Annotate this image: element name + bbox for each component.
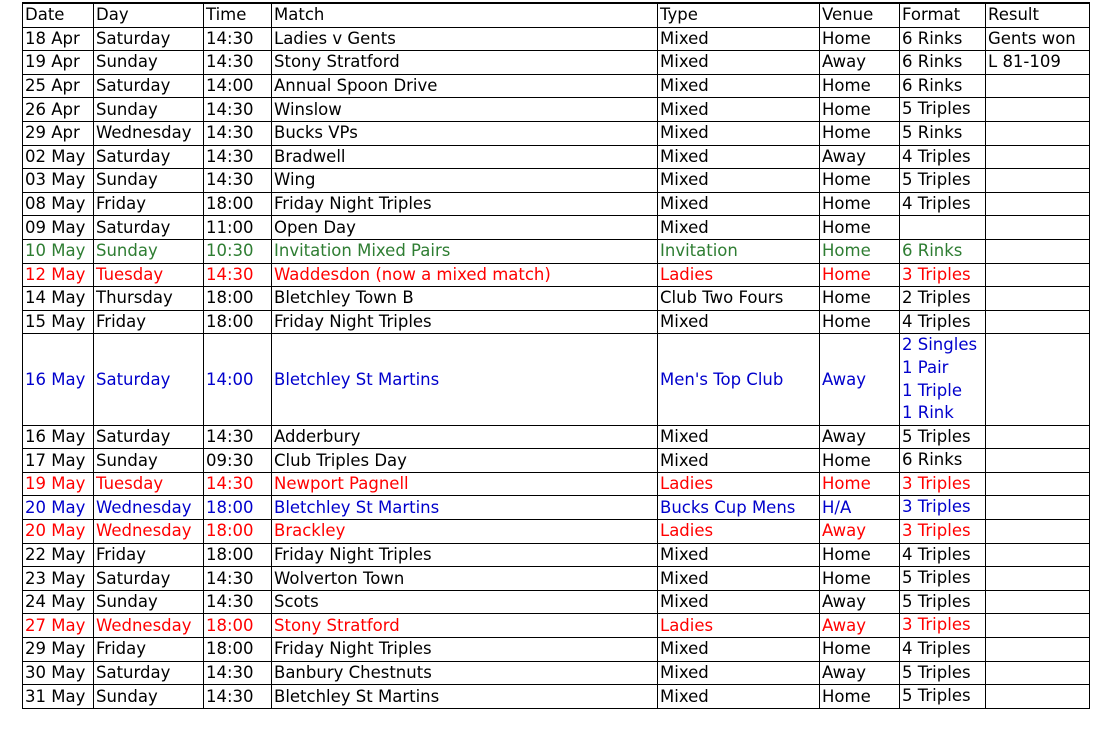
cell-type: Mixed bbox=[658, 169, 820, 193]
table-row bbox=[23, 567, 1090, 591]
cell-result bbox=[986, 310, 1090, 334]
cell-type: Mixed bbox=[658, 449, 820, 473]
cell-format bbox=[900, 638, 986, 662]
cell-day: Sunday bbox=[94, 51, 204, 75]
cell-format bbox=[900, 74, 986, 98]
cell-day: Saturday bbox=[94, 334, 204, 425]
cell-result: L 81-109 bbox=[986, 51, 1090, 75]
cell-type: Mixed bbox=[658, 74, 820, 98]
cell-result: Gents won bbox=[986, 27, 1090, 51]
cell-match: Banbury Chestnuts bbox=[272, 661, 658, 685]
cell-format bbox=[900, 216, 986, 240]
cell-type: Club Two Fours bbox=[658, 287, 820, 311]
cell-result bbox=[986, 449, 1090, 473]
cell-venue: Away bbox=[820, 334, 900, 425]
table-row bbox=[23, 472, 1090, 496]
cell-day: Friday bbox=[94, 638, 204, 662]
cell-date: 22 May bbox=[23, 543, 94, 567]
cell-type: Mixed bbox=[658, 121, 820, 145]
cell-venue: Home bbox=[820, 449, 900, 473]
cell-time: 18:00 bbox=[204, 192, 272, 216]
cell-day: Tuesday bbox=[94, 472, 204, 496]
format-line: 6 Rinks bbox=[902, 240, 963, 260]
cell-match: Friday Night Triples bbox=[272, 310, 658, 334]
format-line: 2 Triples bbox=[902, 288, 971, 308]
cell-time: 14:30 bbox=[204, 145, 272, 169]
cell-venue: Away bbox=[820, 590, 900, 614]
cell-type: Mixed bbox=[658, 145, 820, 169]
cell-type: Mixed bbox=[658, 51, 820, 75]
cell-result bbox=[986, 145, 1090, 169]
cell-venue: Home bbox=[820, 310, 900, 334]
cell-date: 20 May bbox=[23, 496, 94, 520]
column-header-time: Time bbox=[204, 3, 272, 27]
format-line: 6 Rinks bbox=[902, 450, 963, 470]
format-line bbox=[902, 216, 985, 239]
format-line: 5 Triples bbox=[902, 686, 971, 706]
cell-venue: Home bbox=[820, 192, 900, 216]
cell-format bbox=[900, 192, 986, 216]
cell-format bbox=[900, 263, 986, 287]
cell-match: Newport Pagnell bbox=[272, 472, 658, 496]
cell-result bbox=[986, 661, 1090, 685]
column-header-result: Result bbox=[986, 3, 1090, 27]
table-row bbox=[23, 543, 1090, 567]
cell-venue: Away bbox=[820, 661, 900, 685]
cell-format bbox=[900, 449, 986, 473]
table-row bbox=[23, 263, 1090, 287]
cell-type: Ladies bbox=[658, 614, 820, 638]
cell-day: Friday bbox=[94, 543, 204, 567]
cell-time: 14:30 bbox=[204, 27, 272, 51]
cell-match: Brackley bbox=[272, 520, 658, 544]
table-row bbox=[23, 520, 1090, 544]
table-row bbox=[23, 334, 1090, 425]
cell-result bbox=[986, 543, 1090, 567]
table-row bbox=[23, 51, 1090, 75]
cell-result bbox=[986, 121, 1090, 145]
cell-day: Wednesday bbox=[94, 520, 204, 544]
table-row bbox=[23, 27, 1090, 51]
cell-time: 14:30 bbox=[204, 661, 272, 685]
cell-match: Annual Spoon Drive bbox=[272, 74, 658, 98]
table-row bbox=[23, 614, 1090, 638]
cell-date: 03 May bbox=[23, 169, 94, 193]
cell-time: 14:30 bbox=[204, 685, 272, 709]
cell-time: 09:30 bbox=[204, 449, 272, 473]
cell-match: Open Day bbox=[272, 216, 658, 240]
cell-format bbox=[900, 496, 986, 520]
format-line: 5 Rinks bbox=[902, 122, 963, 142]
cell-format bbox=[900, 685, 986, 709]
cell-date: 18 Apr bbox=[23, 27, 94, 51]
format-line: 4 Triples bbox=[902, 146, 971, 166]
cell-format bbox=[900, 145, 986, 169]
cell-day: Wednesday bbox=[94, 496, 204, 520]
cell-result bbox=[986, 496, 1090, 520]
cell-date: 27 May bbox=[23, 614, 94, 638]
cell-type: Mixed bbox=[658, 216, 820, 240]
cell-format bbox=[900, 567, 986, 591]
column-header-day: Day bbox=[94, 3, 204, 27]
format-line: 4 Triples bbox=[902, 193, 971, 213]
cell-date: 20 May bbox=[23, 520, 94, 544]
cell-type: Men's Top Club bbox=[658, 334, 820, 425]
cell-time: 14:30 bbox=[204, 98, 272, 122]
cell-type: Mixed bbox=[658, 425, 820, 449]
cell-match: Wolverton Town bbox=[272, 567, 658, 591]
cell-match: Wing bbox=[272, 169, 658, 193]
format-line: 4 Triples bbox=[902, 544, 971, 564]
format-line: 5 Triples bbox=[902, 99, 971, 119]
cell-date: 19 Apr bbox=[23, 51, 94, 75]
cell-venue: Home bbox=[820, 287, 900, 311]
cell-day: Saturday bbox=[94, 661, 204, 685]
format-line: 5 Triples bbox=[902, 591, 971, 611]
cell-date: 31 May bbox=[23, 685, 94, 709]
cell-date: 10 May bbox=[23, 239, 94, 263]
cell-match: Friday Night Triples bbox=[272, 192, 658, 216]
cell-date: 19 May bbox=[23, 472, 94, 496]
cell-match: Scots bbox=[272, 590, 658, 614]
cell-time: 14:00 bbox=[204, 334, 272, 425]
cell-type: Mixed bbox=[658, 685, 820, 709]
table-row bbox=[23, 74, 1090, 98]
table-row bbox=[23, 216, 1090, 240]
cell-format bbox=[900, 520, 986, 544]
cell-type: Mixed bbox=[658, 543, 820, 567]
cell-format bbox=[900, 472, 986, 496]
cell-date: 15 May bbox=[23, 310, 94, 334]
cell-day: Friday bbox=[94, 310, 204, 334]
cell-result bbox=[986, 614, 1090, 638]
cell-day: Thursday bbox=[94, 287, 204, 311]
cell-day: Sunday bbox=[94, 98, 204, 122]
table-row bbox=[23, 287, 1090, 311]
cell-time: 14:30 bbox=[204, 51, 272, 75]
cell-result bbox=[986, 98, 1090, 122]
cell-match: Bletchley St Martins bbox=[272, 334, 658, 425]
table-row bbox=[23, 425, 1090, 449]
table-row bbox=[23, 590, 1090, 614]
cell-format bbox=[900, 287, 986, 311]
cell-venue: Home bbox=[820, 263, 900, 287]
cell-venue: Home bbox=[820, 74, 900, 98]
table-row bbox=[23, 169, 1090, 193]
format-line: 5 Triples bbox=[902, 170, 971, 190]
cell-time: 18:00 bbox=[204, 496, 272, 520]
cell-time: 14:30 bbox=[204, 121, 272, 145]
cell-result bbox=[986, 263, 1090, 287]
cell-match: Friday Night Triples bbox=[272, 543, 658, 567]
table-row bbox=[23, 192, 1090, 216]
cell-type: Mixed bbox=[658, 661, 820, 685]
cell-type: Mixed bbox=[658, 590, 820, 614]
cell-day: Friday bbox=[94, 192, 204, 216]
cell-venue: Home bbox=[820, 98, 900, 122]
cell-format bbox=[900, 98, 986, 122]
cell-date: 23 May bbox=[23, 567, 94, 591]
format-line: 3 Triples bbox=[902, 615, 971, 635]
cell-time: 14:00 bbox=[204, 74, 272, 98]
cell-type: Invitation bbox=[658, 239, 820, 263]
cell-result bbox=[986, 192, 1090, 216]
format-line: 4 Triples bbox=[902, 639, 971, 659]
cell-time: 18:00 bbox=[204, 310, 272, 334]
column-header-type: Type bbox=[658, 3, 820, 27]
cell-format bbox=[900, 661, 986, 685]
cell-result bbox=[986, 216, 1090, 240]
cell-day: Sunday bbox=[94, 685, 204, 709]
cell-day: Saturday bbox=[94, 145, 204, 169]
format-line: 1 Rink bbox=[902, 403, 954, 423]
cell-venue: Away bbox=[820, 145, 900, 169]
cell-match: Bucks VPs bbox=[272, 121, 658, 145]
cell-result bbox=[986, 74, 1090, 98]
cell-venue: Away bbox=[820, 614, 900, 638]
format-line: 5 Triples bbox=[902, 662, 971, 682]
cell-time: 14:30 bbox=[204, 567, 272, 591]
format-line: 3 Triples bbox=[902, 264, 971, 284]
cell-date: 25 Apr bbox=[23, 74, 94, 98]
format-line: 3 Triples bbox=[902, 497, 971, 517]
cell-match: Invitation Mixed Pairs bbox=[272, 239, 658, 263]
cell-result bbox=[986, 425, 1090, 449]
format-line: 1 Pair bbox=[902, 357, 949, 377]
cell-type: Ladies bbox=[658, 472, 820, 496]
column-header-match: Match bbox=[272, 3, 658, 27]
table-row bbox=[23, 496, 1090, 520]
cell-format bbox=[900, 27, 986, 51]
cell-date: 12 May bbox=[23, 263, 94, 287]
format-line: 5 Triples bbox=[902, 568, 971, 588]
format-line: 3 Triples bbox=[902, 473, 971, 493]
table-row bbox=[23, 239, 1090, 263]
table-row bbox=[23, 98, 1090, 122]
cell-day: Sunday bbox=[94, 449, 204, 473]
cell-day: Wednesday bbox=[94, 121, 204, 145]
format-line: 4 Triples bbox=[902, 311, 971, 331]
cell-result bbox=[986, 239, 1090, 263]
cell-type: Mixed bbox=[658, 98, 820, 122]
cell-format bbox=[900, 51, 986, 75]
cell-time: 18:00 bbox=[204, 287, 272, 311]
cell-venue: Home bbox=[820, 472, 900, 496]
fixtures-body bbox=[23, 27, 1090, 708]
cell-venue: Away bbox=[820, 520, 900, 544]
cell-venue: Home bbox=[820, 121, 900, 145]
cell-match: Bletchley St Martins bbox=[272, 496, 658, 520]
cell-result bbox=[986, 685, 1090, 709]
cell-result bbox=[986, 472, 1090, 496]
cell-date: 17 May bbox=[23, 449, 94, 473]
cell-type: Ladies bbox=[658, 263, 820, 287]
cell-venue: Home bbox=[820, 638, 900, 662]
cell-venue: Home bbox=[820, 543, 900, 567]
cell-result bbox=[986, 287, 1090, 311]
cell-date: 02 May bbox=[23, 145, 94, 169]
format-line: 6 Rinks bbox=[902, 75, 963, 95]
format-line: 6 Rinks bbox=[902, 52, 963, 72]
cell-time: 11:00 bbox=[204, 216, 272, 240]
cell-format bbox=[900, 543, 986, 567]
table-row bbox=[23, 121, 1090, 145]
cell-time: 18:00 bbox=[204, 614, 272, 638]
cell-date: 30 May bbox=[23, 661, 94, 685]
cell-time: 18:00 bbox=[204, 543, 272, 567]
cell-format bbox=[900, 334, 986, 425]
cell-format bbox=[900, 239, 986, 263]
cell-date: 16 May bbox=[23, 334, 94, 425]
column-header-date: Date bbox=[23, 3, 94, 27]
cell-match: Club Triples Day bbox=[272, 449, 658, 473]
cell-day: Sunday bbox=[94, 169, 204, 193]
fixtures-table bbox=[22, 2, 1090, 709]
cell-venue: Home bbox=[820, 216, 900, 240]
table-row bbox=[23, 638, 1090, 662]
cell-day: Saturday bbox=[94, 567, 204, 591]
cell-result bbox=[986, 590, 1090, 614]
cell-match: Winslow bbox=[272, 98, 658, 122]
cell-date: 29 May bbox=[23, 638, 94, 662]
cell-day: Sunday bbox=[94, 239, 204, 263]
cell-type: Bucks Cup Mens bbox=[658, 496, 820, 520]
table-row bbox=[23, 449, 1090, 473]
cell-type: Mixed bbox=[658, 27, 820, 51]
format-line: 6 Rinks bbox=[902, 28, 963, 48]
cell-format bbox=[900, 169, 986, 193]
cell-time: 14:30 bbox=[204, 472, 272, 496]
cell-type: Mixed bbox=[658, 638, 820, 662]
cell-match: Bletchley St Martins bbox=[272, 685, 658, 709]
cell-day: Saturday bbox=[94, 74, 204, 98]
cell-day: Saturday bbox=[94, 216, 204, 240]
cell-match: Ladies v Gents bbox=[272, 27, 658, 51]
cell-match: Bradwell bbox=[272, 145, 658, 169]
table-row bbox=[23, 145, 1090, 169]
cell-time: 18:00 bbox=[204, 638, 272, 662]
cell-date: 16 May bbox=[23, 425, 94, 449]
cell-format bbox=[900, 590, 986, 614]
cell-match: Bletchley Town B bbox=[272, 287, 658, 311]
cell-venue: Away bbox=[820, 425, 900, 449]
table-row bbox=[23, 661, 1090, 685]
cell-time: 14:30 bbox=[204, 425, 272, 449]
cell-day: Saturday bbox=[94, 425, 204, 449]
cell-format bbox=[900, 310, 986, 334]
format-line: 2 Singles bbox=[902, 335, 978, 355]
cell-day: Wednesday bbox=[94, 614, 204, 638]
cell-venue: Home bbox=[820, 169, 900, 193]
cell-match: Stony Stratford bbox=[272, 51, 658, 75]
cell-time: 10:30 bbox=[204, 239, 272, 263]
cell-match: Adderbury bbox=[272, 425, 658, 449]
cell-type: Mixed bbox=[658, 310, 820, 334]
cell-result bbox=[986, 169, 1090, 193]
cell-match: Stony Stratford bbox=[272, 614, 658, 638]
cell-type: Mixed bbox=[658, 567, 820, 591]
column-header-venue: Venue bbox=[820, 3, 900, 27]
cell-match: Friday Night Triples bbox=[272, 638, 658, 662]
cell-venue: H/A bbox=[820, 496, 900, 520]
cell-date: 24 May bbox=[23, 590, 94, 614]
cell-match: Waddesdon (now a mixed match) bbox=[272, 263, 658, 287]
cell-type: Ladies bbox=[658, 520, 820, 544]
cell-venue: Away bbox=[820, 51, 900, 75]
cell-date: 14 May bbox=[23, 287, 94, 311]
cell-day: Saturday bbox=[94, 27, 204, 51]
cell-date: 08 May bbox=[23, 192, 94, 216]
cell-time: 14:30 bbox=[204, 263, 272, 287]
cell-venue: Home bbox=[820, 567, 900, 591]
column-header-format: Format bbox=[900, 3, 986, 27]
cell-time: 14:30 bbox=[204, 169, 272, 193]
format-line: 3 Triples bbox=[902, 521, 971, 541]
cell-venue: Home bbox=[820, 27, 900, 51]
cell-result bbox=[986, 334, 1090, 425]
cell-format bbox=[900, 425, 986, 449]
cell-day: Sunday bbox=[94, 590, 204, 614]
format-line: 1 Triple bbox=[902, 380, 962, 400]
cell-day: Tuesday bbox=[94, 263, 204, 287]
cell-format bbox=[900, 614, 986, 638]
table-row bbox=[23, 310, 1090, 334]
table-row bbox=[23, 685, 1090, 709]
cell-time: 14:30 bbox=[204, 590, 272, 614]
cell-result bbox=[986, 520, 1090, 544]
header-row bbox=[23, 3, 1090, 27]
cell-result bbox=[986, 567, 1090, 591]
cell-venue: Home bbox=[820, 239, 900, 263]
cell-date: 09 May bbox=[23, 216, 94, 240]
cell-format bbox=[900, 121, 986, 145]
cell-venue: Home bbox=[820, 685, 900, 709]
cell-result bbox=[986, 638, 1090, 662]
format-line: 5 Triples bbox=[902, 426, 971, 446]
cell-type: Mixed bbox=[658, 192, 820, 216]
cell-date: 29 Apr bbox=[23, 121, 94, 145]
cell-date: 26 Apr bbox=[23, 98, 94, 122]
cell-time: 18:00 bbox=[204, 520, 272, 544]
